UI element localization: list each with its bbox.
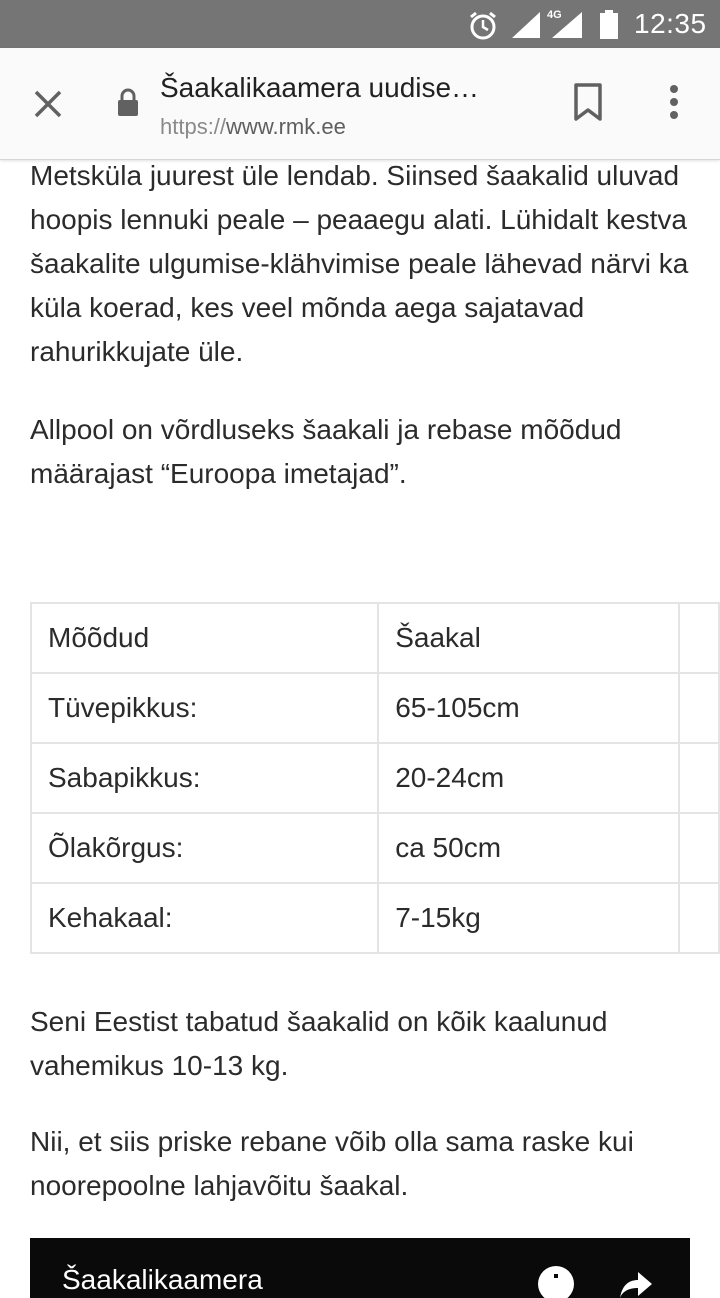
table-cell (679, 673, 719, 743)
page-url[interactable] (160, 114, 346, 140)
table-cell: Mõõdud (31, 603, 378, 673)
close-button[interactable] (20, 78, 76, 134)
url-scheme: https:// (160, 114, 227, 139)
bookmark-icon (572, 82, 604, 127)
video-title: Šaakalikaamera (62, 1264, 263, 1295)
table-cell: Tüvepikkus: (31, 673, 378, 743)
measurements-table (30, 602, 720, 954)
paragraph: Nii, et siis priske rebane võib olla sama raske kui noorepoolne lahjavõitu šaakal. (30, 1126, 634, 1201)
more-vert-icon (668, 84, 680, 125)
table-cell (679, 743, 719, 813)
battery-icon (598, 10, 620, 45)
table-cell: 65-105cm (378, 673, 679, 743)
info-icon[interactable] (536, 1264, 576, 1298)
table-cell (679, 603, 719, 673)
table-cell: 7-15kg (378, 883, 679, 953)
status-bar (0, 0, 720, 48)
custom-tab-toolbar (0, 48, 720, 160)
url-host: www.rmk.ee (226, 114, 346, 139)
paragraph: Seni Eestist tabatud šaakalid on kõik kaalunud vahemikus 10-13 kg. (30, 1006, 608, 1081)
table-cell: 20-24cm (378, 743, 679, 813)
more-options-button[interactable] (648, 76, 700, 132)
wifi-signal-icon (510, 10, 542, 45)
table-cell (679, 883, 719, 953)
table-row (31, 603, 719, 673)
table-cell (679, 813, 719, 883)
table-cell: Šaakal (378, 603, 679, 673)
table-row (31, 813, 719, 883)
page-title: Šaakalikaamera uudise… (160, 72, 480, 103)
share-icon[interactable] (616, 1264, 656, 1298)
bookmark-button[interactable] (560, 76, 616, 132)
paragraph: Metsküla juurest üle lendab. Siinsed šaakalid uluvad hoopis lennuki peale – peaaegu alati. Lühidalt kestva šaakalite ulgumise-klähvimise peale lähevad närvi ka küla koerad, kes veel mõnda aega sajatavad rahurikkujate üle. (30, 160, 689, 367)
table-cell: Kehakaal: (31, 883, 378, 953)
table-cell: ca 50cm (378, 813, 679, 883)
close-icon (32, 88, 64, 125)
table-row (31, 673, 719, 743)
table-row (31, 883, 719, 953)
alarm-icon (467, 10, 499, 47)
paragraph: Allpool on võrdluseks šaakali ja rebase mõõdud määrajast “Euroopa imetajad”. (30, 414, 622, 489)
table-cell: Õlakõrgus: (31, 813, 378, 883)
lock-icon (116, 88, 140, 123)
clock: 12:35 (634, 8, 707, 39)
table-row (31, 743, 719, 813)
table-cell: Sabapikkus: (31, 743, 378, 813)
cell-signal-icon (550, 10, 584, 45)
video-embed[interactable] (30, 1238, 690, 1298)
network-type: 4G (547, 9, 562, 21)
